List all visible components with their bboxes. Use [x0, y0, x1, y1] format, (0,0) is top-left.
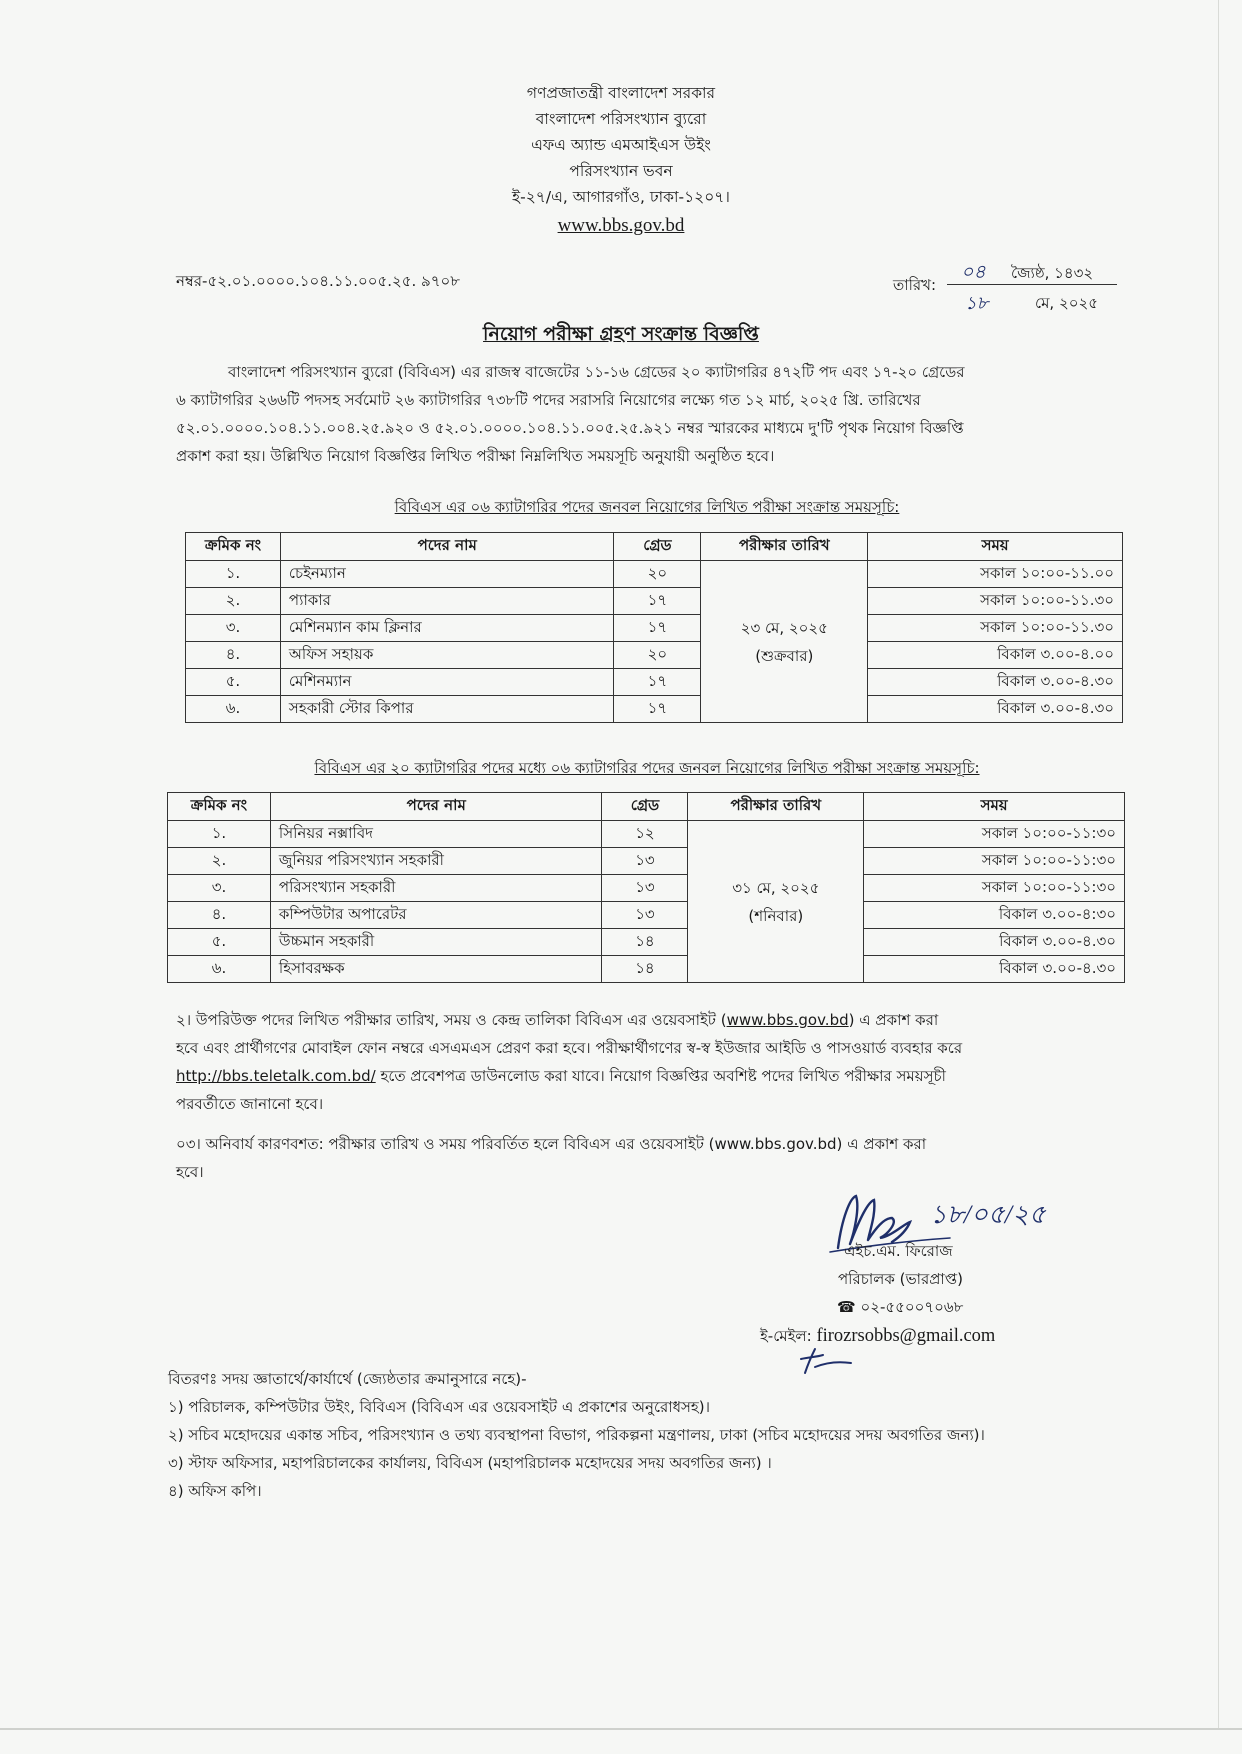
list-item: ২) সচিব মহোদয়ের একান্ত সচিব, পরিসংখ্যান ও তথ্য ব্যবস্থাপনা বিভাগ, পরিকল্পনা মন্ত্রণালয়, ঢাকা (সচিব মহোদয়ের সদয় অবগতির জন্য)।	[168, 1426, 985, 1444]
intro-line: বাংলাদেশ পরিসংখ্যান ব্যুরো (বিবিএস) এর রাজস্ব বাজেটের ১১-১৬ গ্রেডের ২০ ক্যাটাগরির ৪৭২টি পদ এবং ১৭-২০ গ্রেডের	[228, 363, 965, 381]
table-row	[186, 615, 1123, 642]
cell-time: বিকাল ৩.০০-৪.৩০	[868, 696, 1123, 723]
table1-caption: বিবিএস এর ০৬ ক্যাটাগরির পদের জনবল নিয়োগের লিখিত পরীক্ষা সংক্রান্ত সময়সূচি:	[394, 498, 900, 516]
cell-serial: ৪.	[168, 902, 271, 929]
intro-paragraph	[176, 358, 1118, 470]
scan-edge-bottom	[0, 1728, 1242, 1730]
email-label: ই-মেইল:	[760, 1327, 817, 1345]
cell-serial: ১.	[168, 821, 271, 848]
header-line-building: পরিসংখ্যান ভবন	[569, 162, 673, 180]
exam-date-text: ২৩ মে, ২০২৫	[740, 618, 828, 637]
table-row	[186, 669, 1123, 696]
table-row	[186, 642, 1123, 669]
teletalk-link[interactable]: http://bbs.teletalk.com.bd/	[176, 1067, 376, 1085]
cell-serial: ৩.	[186, 615, 281, 642]
table-row	[168, 902, 1125, 929]
para2-text: ২। উপরিউক্ত পদের লিখিত পরীক্ষার তারিখ, সময় ও কেন্দ্র তালিকা বিবিএস এর ওয়েবসাইট (	[176, 1011, 727, 1029]
cell-post-name: প্যাকার	[280, 588, 614, 615]
exam-date-text: ৩১ মে, ২০২৫	[732, 878, 820, 897]
header-line-bureau: বাংলাদেশ পরিসংখ্যান ব্যুরো	[535, 110, 707, 128]
cell-serial: ২.	[168, 848, 271, 875]
intro-line: ৬ ক্যাটাগরির ২৬৬টি পদসহ সর্বমোট ২৬ ক্যাটাগরির ৭৩৮টি পদের সরাসরি নিয়োগের লক্ষ্যে গত ১২ মার্চ, ২০২৫ খ্রি. তারিখের	[176, 391, 921, 409]
cell-grade: ২০	[614, 561, 701, 588]
paragraph-2	[176, 1006, 1118, 1118]
cell-time: সকাল ১০:০০-১১:৩০	[864, 821, 1125, 848]
header-post-name: পদের নাম	[280, 533, 614, 561]
cell-post-name: কম্পিউটার অপারেটর	[270, 902, 602, 929]
cell-grade: ১৭	[614, 696, 701, 723]
schedule-table-2	[167, 792, 1125, 983]
cell-serial: ৫.	[186, 669, 281, 696]
exam-day-text: (শুক্রবার)	[755, 646, 814, 665]
cell-grade: ১৪	[602, 929, 688, 956]
memo-date-label: তারিখ:	[893, 276, 937, 294]
cell-grade: ১২	[602, 821, 688, 848]
table-row	[168, 875, 1125, 902]
header-exam-date: পরীক্ষার তারিখ	[701, 533, 868, 561]
memo-date-bangla-month: জ্যৈষ্ঠ, ১৪৩২	[1011, 264, 1094, 282]
cell-post-name: জুনিয়র পরিসংখ্যান সহকারী	[270, 848, 602, 875]
signatory-designation: পরিচালক (ভারপ্রাপ্ত)	[838, 1270, 963, 1288]
cell-time: বিকাল ৩.০০-৪:৩০	[864, 902, 1125, 929]
cell-grade: ১৪	[602, 956, 688, 983]
table-row	[186, 588, 1123, 615]
cell-post-name: অফিস সহায়ক	[280, 642, 614, 669]
header-line-wing: এফএ অ্যান্ড এমআইএস উইং	[531, 136, 711, 154]
cell-exam-date	[701, 561, 868, 723]
table-header-row	[186, 533, 1123, 561]
cell-grade: ২০	[614, 642, 701, 669]
para3-line: ০৩। অনিবার্য কারণবশত: পরীক্ষার তারিখ ও সময় পরিবর্তিত হলে বিবিএস এর ওয়েবসাইট (www.bbs.gov.bd) এ প্রকাশ করা	[176, 1135, 927, 1153]
para2-text: ) এ প্রকাশ করা	[848, 1011, 939, 1029]
schedule-table-1	[185, 532, 1123, 723]
list-item: ৪) অফিস কপি।	[168, 1482, 262, 1500]
memo-date-block	[893, 258, 1118, 314]
notice-title: নিয়োগ পরীক্ষা গ্রহণ সংক্রান্ত বিজ্ঞপ্তি	[483, 323, 759, 345]
table-row	[186, 696, 1123, 723]
header-time: সময়	[864, 793, 1125, 821]
cell-grade: ১৭	[614, 615, 701, 642]
signatory-phone: ☎ ০২-৫৫০০৭০৬৮	[837, 1298, 964, 1316]
header-serial: ক্রমিক নং	[186, 533, 281, 561]
table-row	[168, 956, 1125, 983]
memo-number: নম্বর-৫২.০১.০০০০.১০৪.১১.০০৫.২৫. ৯৭০৮	[176, 272, 460, 290]
cell-post-name: মেশিনম্যান	[280, 669, 614, 696]
header-exam-date: পরীক্ষার তারিখ	[688, 793, 864, 821]
cell-post-name: সিনিয়র নক্সাবিদ	[270, 821, 602, 848]
bbs-website-link[interactable]: www.bbs.gov.bd	[726, 1011, 849, 1029]
cell-serial: ১.	[186, 561, 281, 588]
table-row	[168, 929, 1125, 956]
cell-serial: ৬.	[168, 956, 271, 983]
distribution-heading: বিতরণঃ সদয় জ্ঞাতার্থে/কার্যার্থে (জ্যেষ্ঠতার ক্রমানুসারে নহে)-	[168, 1370, 527, 1388]
table-row	[168, 848, 1125, 875]
cell-grade: ১৭	[614, 669, 701, 696]
cell-time: সকাল ১০:০০-১১.০০	[868, 561, 1123, 588]
cell-serial: ২.	[186, 588, 281, 615]
cell-time: বিকাল ৩.০০-৪.৩০	[864, 956, 1125, 983]
cell-grade: ১৩	[602, 875, 688, 902]
cell-serial: ৬.	[186, 696, 281, 723]
cell-grade: ১৩	[602, 902, 688, 929]
para2-line: হবে এবং প্রার্থীগণের মোবাইল ফোন নম্বরে এসএমএস প্রেরণ করা হবে। পরীক্ষার্থীগণের স্ব-স্ব ইউজার আইডি ও পাসওয়ার্ড ব্যবহার করে	[176, 1039, 963, 1057]
header-grade: গ্রেড	[614, 533, 701, 561]
list-item: ১) পরিচালক, কম্পিউটার উইং, বিবিএস (বিবিএস এর ওয়েবসাইট এ প্রকাশের অনুরোধসহ)।	[168, 1398, 710, 1416]
para2-line	[176, 1006, 1118, 1034]
para2-line: পরবর্তীতে জানানো হবে।	[176, 1095, 324, 1113]
header-website-link[interactable]: www.bbs.gov.bd	[557, 215, 685, 236]
cell-time: সকাল ১০:০০-১১.৩০	[868, 615, 1123, 642]
cell-post-name: চেইনম্যান	[280, 561, 614, 588]
header-line-government: গণপ্রজাতন্ত্রী বাংলাদেশ সরকার	[526, 84, 716, 102]
memo-date-eng-month: মে, ২০২৫	[1035, 294, 1098, 312]
para2-line	[176, 1062, 1118, 1090]
cell-time: বিকাল ৩.০০-৪.৩০	[868, 669, 1123, 696]
cell-time: বিকাল ৩.০০-৪.০০	[868, 642, 1123, 669]
table-row	[168, 821, 1125, 848]
header-post-name: পদের নাম	[270, 793, 602, 821]
cell-exam-date	[688, 821, 864, 983]
cell-time: সকাল ১০:০০-১১:৩০	[864, 875, 1125, 902]
signature-date: ১৮/০৫/২৫	[930, 1200, 1046, 1229]
cell-serial: ৩.	[168, 875, 271, 902]
cell-time: সকাল ১০:০০-১১:৩০	[864, 848, 1125, 875]
header-serial: ক্রমিক নং	[168, 793, 271, 821]
table-header-row	[168, 793, 1125, 821]
intro-line: প্রকাশ করা হয়। উল্লিখিত নিয়োগ বিজ্ঞপ্তির লিখিত পরীক্ষা নিম্নলিখিত সময়সূচি অনুযায়ী অনুষ্ঠিত হবে।	[176, 447, 775, 465]
header-grade: গ্রেড	[602, 793, 688, 821]
exam-day-text: (শনিবার)	[748, 906, 804, 925]
distribution-list	[168, 1368, 1128, 1502]
signatory-name: এইচ.এম. ফিরোজ	[844, 1242, 953, 1260]
cell-time: বিকাল ৩.০০-৪.৩০	[864, 929, 1125, 956]
email-address[interactable]: firozrsobbs@gmail.com	[816, 1326, 996, 1346]
para3-line: হবে।	[176, 1163, 204, 1181]
scan-edge-right	[1218, 0, 1219, 1730]
table2-caption: বিবিএস এর ২০ ক্যাটাগরির পদের মধ্যে ০৬ ক্যাটাগরির পদের জনবল নিয়োগের লিখিত পরীক্ষা সংক্রান্ত সময়সূচি:	[314, 759, 980, 777]
list-item: ৩) স্টাফ অফিসার, মহাপরিচালকের কার্যালয়, বিবিএস (মহাপরিচালক মহোদয়ের সদয় অবগতির জন্য) ।	[168, 1454, 772, 1472]
cell-grade: ১৩	[602, 848, 688, 875]
cell-grade: ১৭	[614, 588, 701, 615]
header-line-address: ই-২৭/এ, আগারগাঁও, ঢাকা-১২০৭।	[512, 188, 730, 206]
cell-serial: ৪.	[186, 642, 281, 669]
table-row	[186, 561, 1123, 588]
para2-text: হতে প্রবেশপত্র ডাউনলোড করা যাবে। নিয়োগ বিজ্ঞপ্তির অবশিষ্ট পদের লিখিত পরীক্ষার সময়সূচী	[375, 1067, 946, 1085]
cell-post-name: সহকারী স্টোর কিপার	[280, 696, 614, 723]
cell-post-name: উচ্চমান সহকারী	[270, 929, 602, 956]
memo-date-eng-day: ১৮	[965, 293, 989, 314]
memo-date-bangla-day: ০৪	[961, 261, 986, 283]
header-time: সময়	[868, 533, 1123, 561]
date-divider	[947, 284, 1117, 285]
cell-time: সকাল ১০:০০-১১.৩০	[868, 588, 1123, 615]
cell-post-name: হিসাবরক্ষক	[270, 956, 602, 983]
intro-line: ৫২.০১.০০০০.১০৪.১১.০০৪.২৫.৯২০ ও ৫২.০১.০০০০.১০৪.১১.০০৫.২৫.৯২১ নম্বর স্মারকের মাধ্যমে দু'টি পৃথক নিয়োগ বিজ্ঞপ্তি	[176, 419, 964, 437]
cell-post-name: পরিসংখ্যান সহকারী	[270, 875, 602, 902]
cell-serial: ৫.	[168, 929, 271, 956]
cell-post-name: মেশিনম্যান কাম ক্লিনার	[280, 615, 614, 642]
